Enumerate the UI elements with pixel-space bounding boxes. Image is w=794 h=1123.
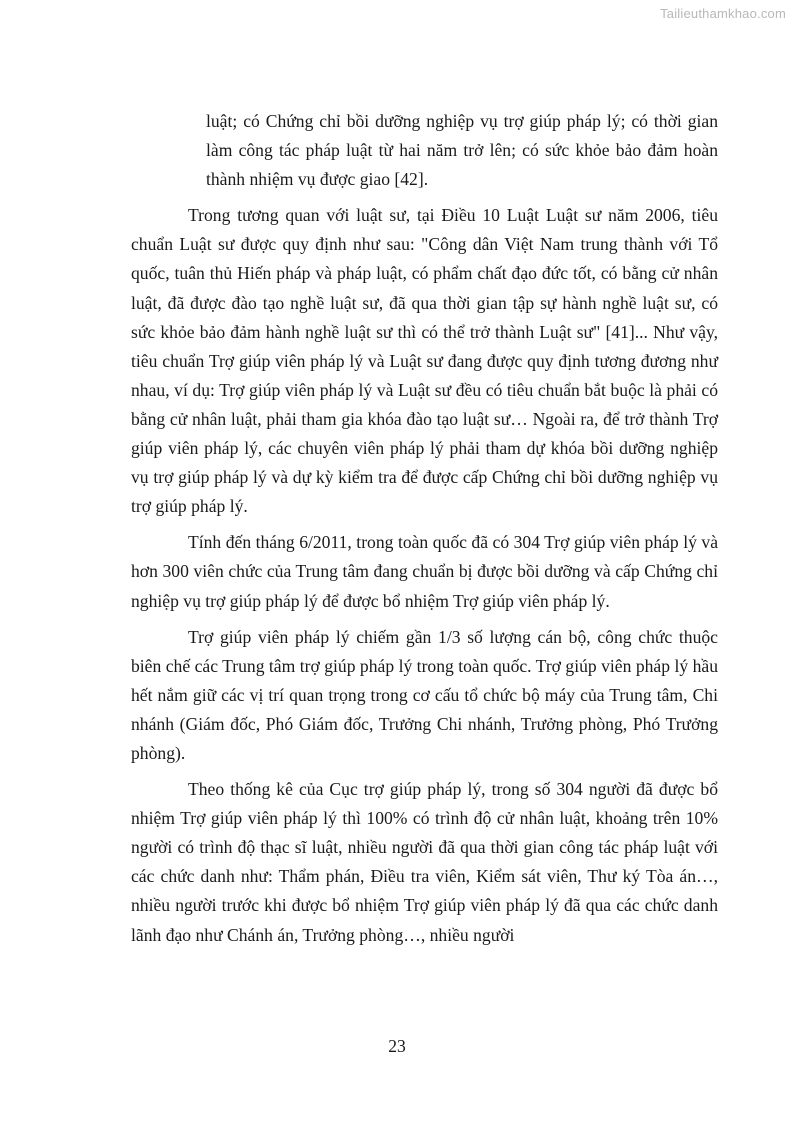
watermark: Tailieuthamkhao.com — [660, 6, 786, 21]
paragraph-staff-ratio: Trợ giúp viên pháp lý chiếm gần 1/3 số lượng cán bộ, công chức thuộc biên chế các Trung tâm trợ giúp pháp lý trong toàn quốc. Trợ giúp viên pháp lý hầu hết nắm giữ các vị trí quan trọng trong cơ cấu tổ chức bộ máy của Trung tâm, Chi nhánh (Giám đốc, Phó Giám đốc, Trưởng Chi nhánh, Trưởng phòng, Phó Trưởng phòng). — [131, 626, 718, 763]
paragraph-qualifications: Theo thống kê của Cục trợ giúp pháp lý, trong số 304 người đã được bổ nhiệm Trợ giúp viên pháp lý thì 100% có trình độ cử nhân luật, khoảng trên 10% người có trình độ thạc sĩ luật, nhiều người đã qua thời gian công tác pháp luật với các chức danh như: Thẩm phán, Điều tra viên, Kiểm sát viên, Thư ký Tòa án…, nhiều người trước khi được bổ nhiệm Trợ giúp viên pháp lý đã qua các chức danh lãnh đạo như Chánh án, Trưởng phòng…, nhiều người — [131, 779, 718, 945]
page-number: 23 — [388, 1036, 406, 1056]
page-body — [131, 107, 718, 950]
paragraph-continuation: luật; có Chứng chỉ bồi dưỡng nghiệp vụ trợ giúp pháp lý; có thời gian làm công tác pháp luật từ hai năm trở lên; có sức khỏe bảo đảm hoàn thành nhiệm vụ được giao [42]. — [206, 111, 718, 190]
paragraph-statistics-2011: Tính đến tháng 6/2011, trong toàn quốc đã có 304 Trợ giúp viên pháp lý và hơn 300 viên chức của Trung tâm đang chuẩn bị được bồi dưỡng và cấp Chứng chỉ nghiệp vụ trợ giúp pháp lý để được bổ nhiệm Trợ giúp viên pháp lý. — [131, 532, 718, 611]
paragraph-lawyer-standards: Trong tương quan với luật sư, tại Điều 10 Luật Luật sư năm 2006, tiêu chuẩn Luật sư được quy định như sau: "Công dân Việt Nam trung thành với Tổ quốc, tuân thủ Hiến pháp và pháp luật, có phẩm chất đạo đức tốt, có bằng cử nhân luật, đã được đào tạo nghề luật sư, đã qua thời gian tập sự hành nghề luật sư, có sức khỏe bảo đảm hành nghề luật sư thì có thể trở thành Luật sư" [41]... Như vậy, tiêu chuẩn Trợ giúp viên pháp lý và Luật sư đang được quy định tương đương như nhau, ví dụ: Trợ giúp viên pháp lý và Luật sư đều có tiêu chuẩn bắt buộc là phải có bằng cử nhân luật, phải tham gia khóa đào tạo luật sư… Ngoài ra, để trở thành Trợ giúp viên pháp lý, các chuyên viên pháp lý phải tham dự khóa bồi dưỡng nghiệp vụ trợ giúp pháp lý và dự kỳ kiểm tra để được cấp Chứng chỉ bồi dưỡng nghiệp vụ trợ giúp pháp lý. — [131, 205, 718, 517]
